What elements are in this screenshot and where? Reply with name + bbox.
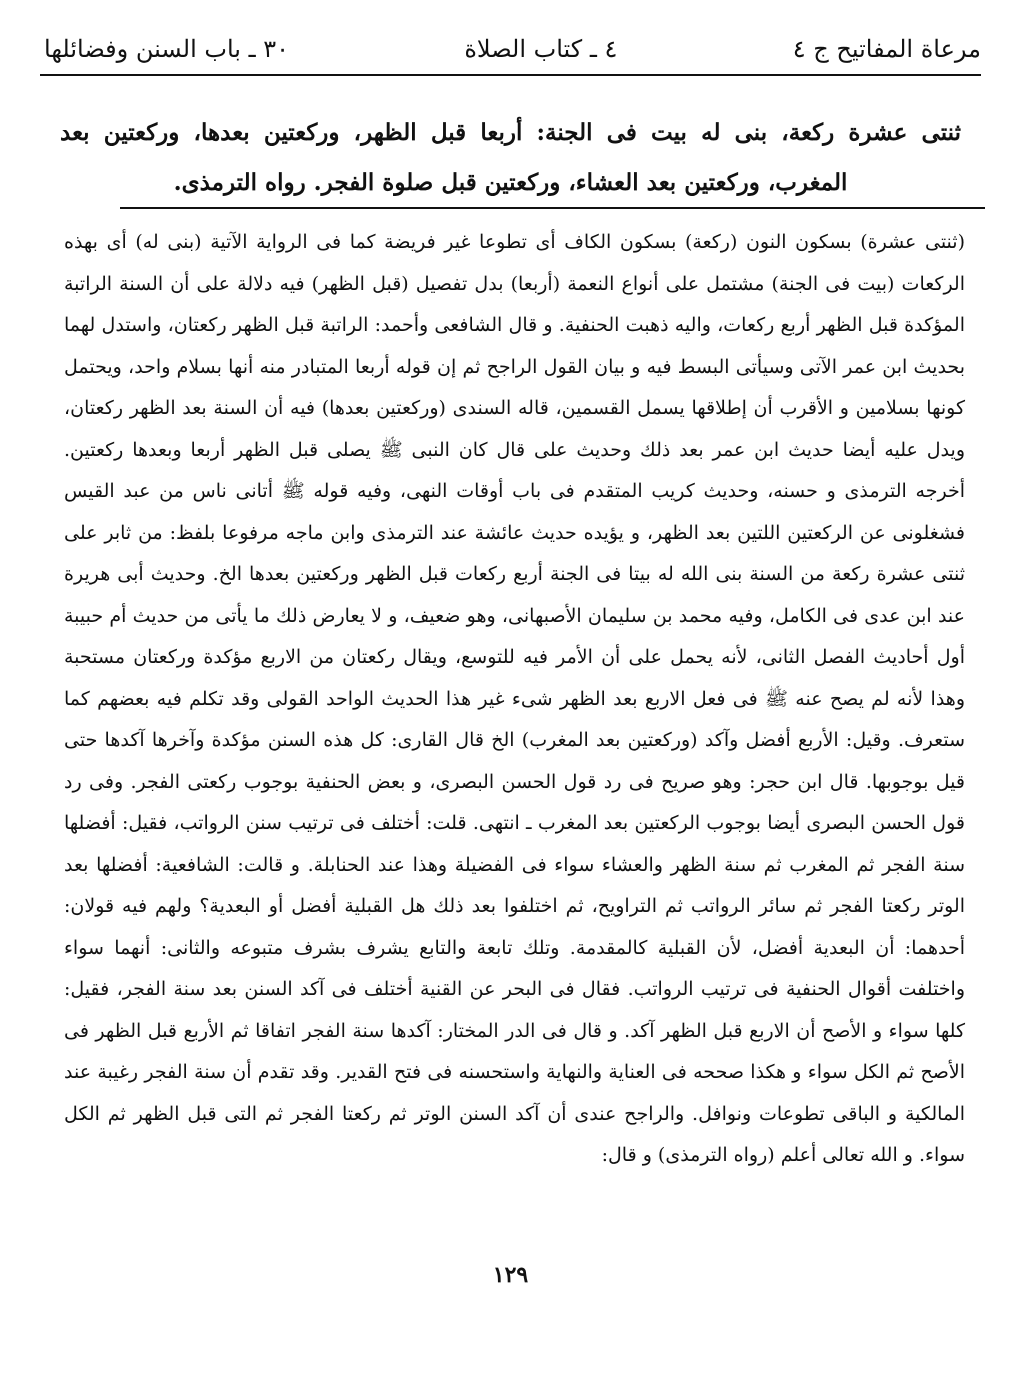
header-rule <box>40 74 981 76</box>
chapter-title: ٣٠ ـ باب السنن وفضائلها <box>44 35 290 63</box>
running-header <box>44 26 981 72</box>
book-title: مرعاة المفاتيح ج ٤ <box>792 35 981 63</box>
section-title: ٤ ـ كتاب الصلاة <box>464 35 618 63</box>
section-rule <box>120 207 985 209</box>
commentary-paragraph: (ثنتى عشرة) بسكون النون (ركعة) بسكون الكاف أى تطوعا غير فريضة كما فى الرواية الآتية (بنى له) أى بهذه الركعات (بيت فى الجنة) مشتمل على أنواع النعمة (أربعا) بدل تفصيل (قبل الظهر) فيه دلالة على أن السنة الراتبة المؤكدة قبل الظهر أربع ركعات، واليه ذهبت الحنفية. و قال الشافعى وأحمد: الراتبة قبل الظهر ركعتان، واستدل لهما بحديث ابن عمر الآتى وسيأتى البسط فيه و بيان القول الراجح ثم إن قوله أربعا المتبادر منه أنها بسلام واحد، ويحتمل كونها بسلامين و الأقرب أن إطلاقها يسمل القسمين، قاله السندى (وركعتين بعدها) فيه أن السنة بعد الظهر ركعتان، ويدل عليه أيضا حديث ابن عمر بعد ذلك وحديث على قال كان النبى ﷺ يصلى قبل الظهر أربعا وبعدها ركعتين. أخرجه الترمذى و حسنه، وحديث كريب المتقدم فى باب أوقات النهى، وفيه قوله ﷺ أتانى ناس من عبد القيس فشغلونى عن الركعتين اللتين بعد الظهر، و يؤيده حديث عائشة عند الترمذى وابن ماجه مرفوعا بلفظ: من ثابر على ثنتى عشرة ركعة من السنة بنى الله له بيتا فى الجنة أربع ركعات قبل الظهر وركعتين بعدها الخ. وحديث أبى هريرة عند ابن عدى فى الكامل، وفيه محمد بن سليمان الأصبهانى، وهو ضعيف، و لا يعارض ذلك ما يأتى من حديث أم حبيبة أول أحاديث الفصل الثانى، لأنه يحمل على أن الأمر فيه للتوسع، ويقال ركعتان من الاربع مؤكدة وركعتان مستحبة وهذا لأنه لم يصح عنه ﷺ فى فعل الاربع بعد الظهر شىء غير هذا الحديث الواحد القولى وقد تكلم فيه بعضهم كما ستعرف. وقيل: الأربع أفضل وآكد (وركعتين بعد المغرب) الخ قال القارى: كل هذه السنن مؤكدة وآخرها آكدها حتى قيل بوجوبها. قال ابن حجر: وهو صريح فى رد قول الحسن البصرى، و بعض الحنفية بوجوب ركعتى الفجر. وفى رد قول الحسن البصرى أيضا بوجوب الركعتين بعد المغرب ـ انتهى. قلت: أختلف فى ترتيب سنن الرواتب، فقيل: أفضلها سنة الفجر ثم المغرب ثم سنة الظهر والعشاء سواء فى الفضيلة وهذا عند الحنابلة. و قالت: الشافعية: أفضلها بعد الوتر ركعتا الفجر ثم سائر الرواتب ثم التراويح، ثم اختلفوا بعد ذلك هل القبلية أفضل أو البعدية؟ ولهم فيه قولان: أحدهما: أن البعدية أفضل، لأن القبلية كالمقدمة. وتلك تابعة والتابع يشرف بشرف متبوعه والثانى: أنهما سواء واختلفت أقوال الحنفية فى ترتيب الرواتب. فقال فى البحر عن القنية أختلف فى آكد السنن بعد سنة الفجر، فقيل: كلها سواء و الأصح أن الاربع قبل الظهر آكد. و قال فى الدر المختار: آكدها سنة الفجر اتفاقا ثم الأربع قبل الظهر فى الأصح ثم الكل سواء و هكذا صححه فى العناية والنهاية واستحسنه فى فتح القدير. وقد تقدم أن سنة الفجر رغيبة عند المالكية و الباقى تطوعات ونوافل. والراجح عندى أن آكد السنن الوتر ثم ركعتا الفجر ثم التى قبل الظهر ثم الكل سواء. و الله تعالى أعلم (رواه الترمذى) و قال: <box>64 231 966 1166</box>
commentary-block <box>64 222 965 1177</box>
hadith-text: ثنتى عشرة ركعة، بنى له بيت فى الجنة: أربعا قبل الظهر، وركعتين بعدها، وركعتين بعد المغرب، وركعتين بعد العشاء، وركعتين قبل صلوة الفجر. رواه الترمذى. <box>60 119 961 196</box>
page-number: ١٢٩ <box>492 1262 529 1288</box>
